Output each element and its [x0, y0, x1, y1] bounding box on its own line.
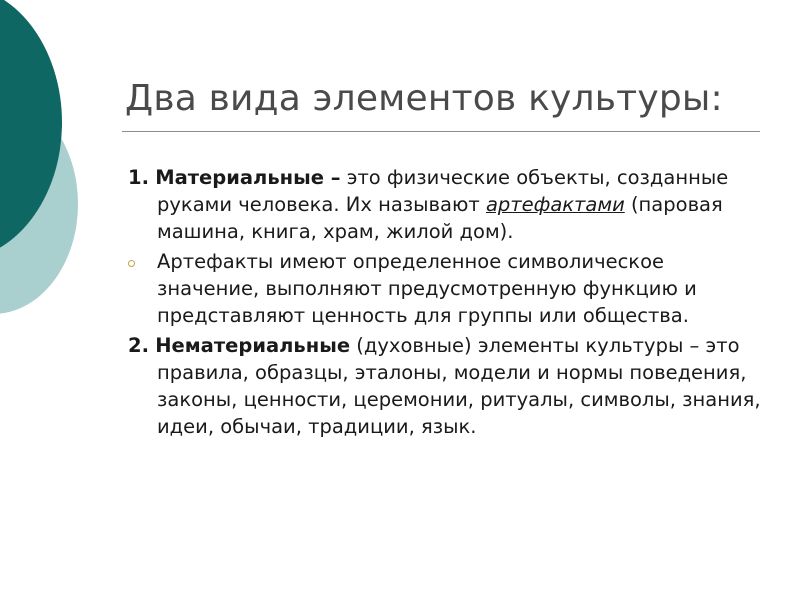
- slide-content: [128, 164, 768, 443]
- list-item-nonmaterial: [128, 332, 768, 440]
- list-item-artifacts: [128, 248, 768, 329]
- item-text: Артефакты имеют определенное символическое значение, выполняют предусмотренную функцию и представляют ценность для группы или общества.: [157, 250, 697, 327]
- term-material: Материальные –: [155, 166, 341, 189]
- slide-title: Два вида элементов культуры:: [125, 78, 723, 119]
- item-text: (духовные) элементы культуры – это правила, образцы, эталоны, модели и нормы поведения, законы, ценности, церемонии, ритуалы, символы, знания, идеи, обычаи, традиции, язык.: [157, 334, 761, 438]
- item-number: 1.: [128, 166, 149, 189]
- item-text: это физические объекты, созданные руками человека. Их называют: [157, 166, 729, 216]
- list-item-material: [128, 164, 768, 245]
- term-artifacts: артефактами: [485, 193, 625, 216]
- item-text-tail: (паровая машина, книга, храм, жилой дом).: [157, 193, 723, 243]
- term-nonmaterial: Нематериальные: [155, 334, 351, 357]
- item-number: 2.: [128, 334, 149, 357]
- circle-bullet-icon: [128, 260, 135, 267]
- title-divider: [122, 131, 760, 132]
